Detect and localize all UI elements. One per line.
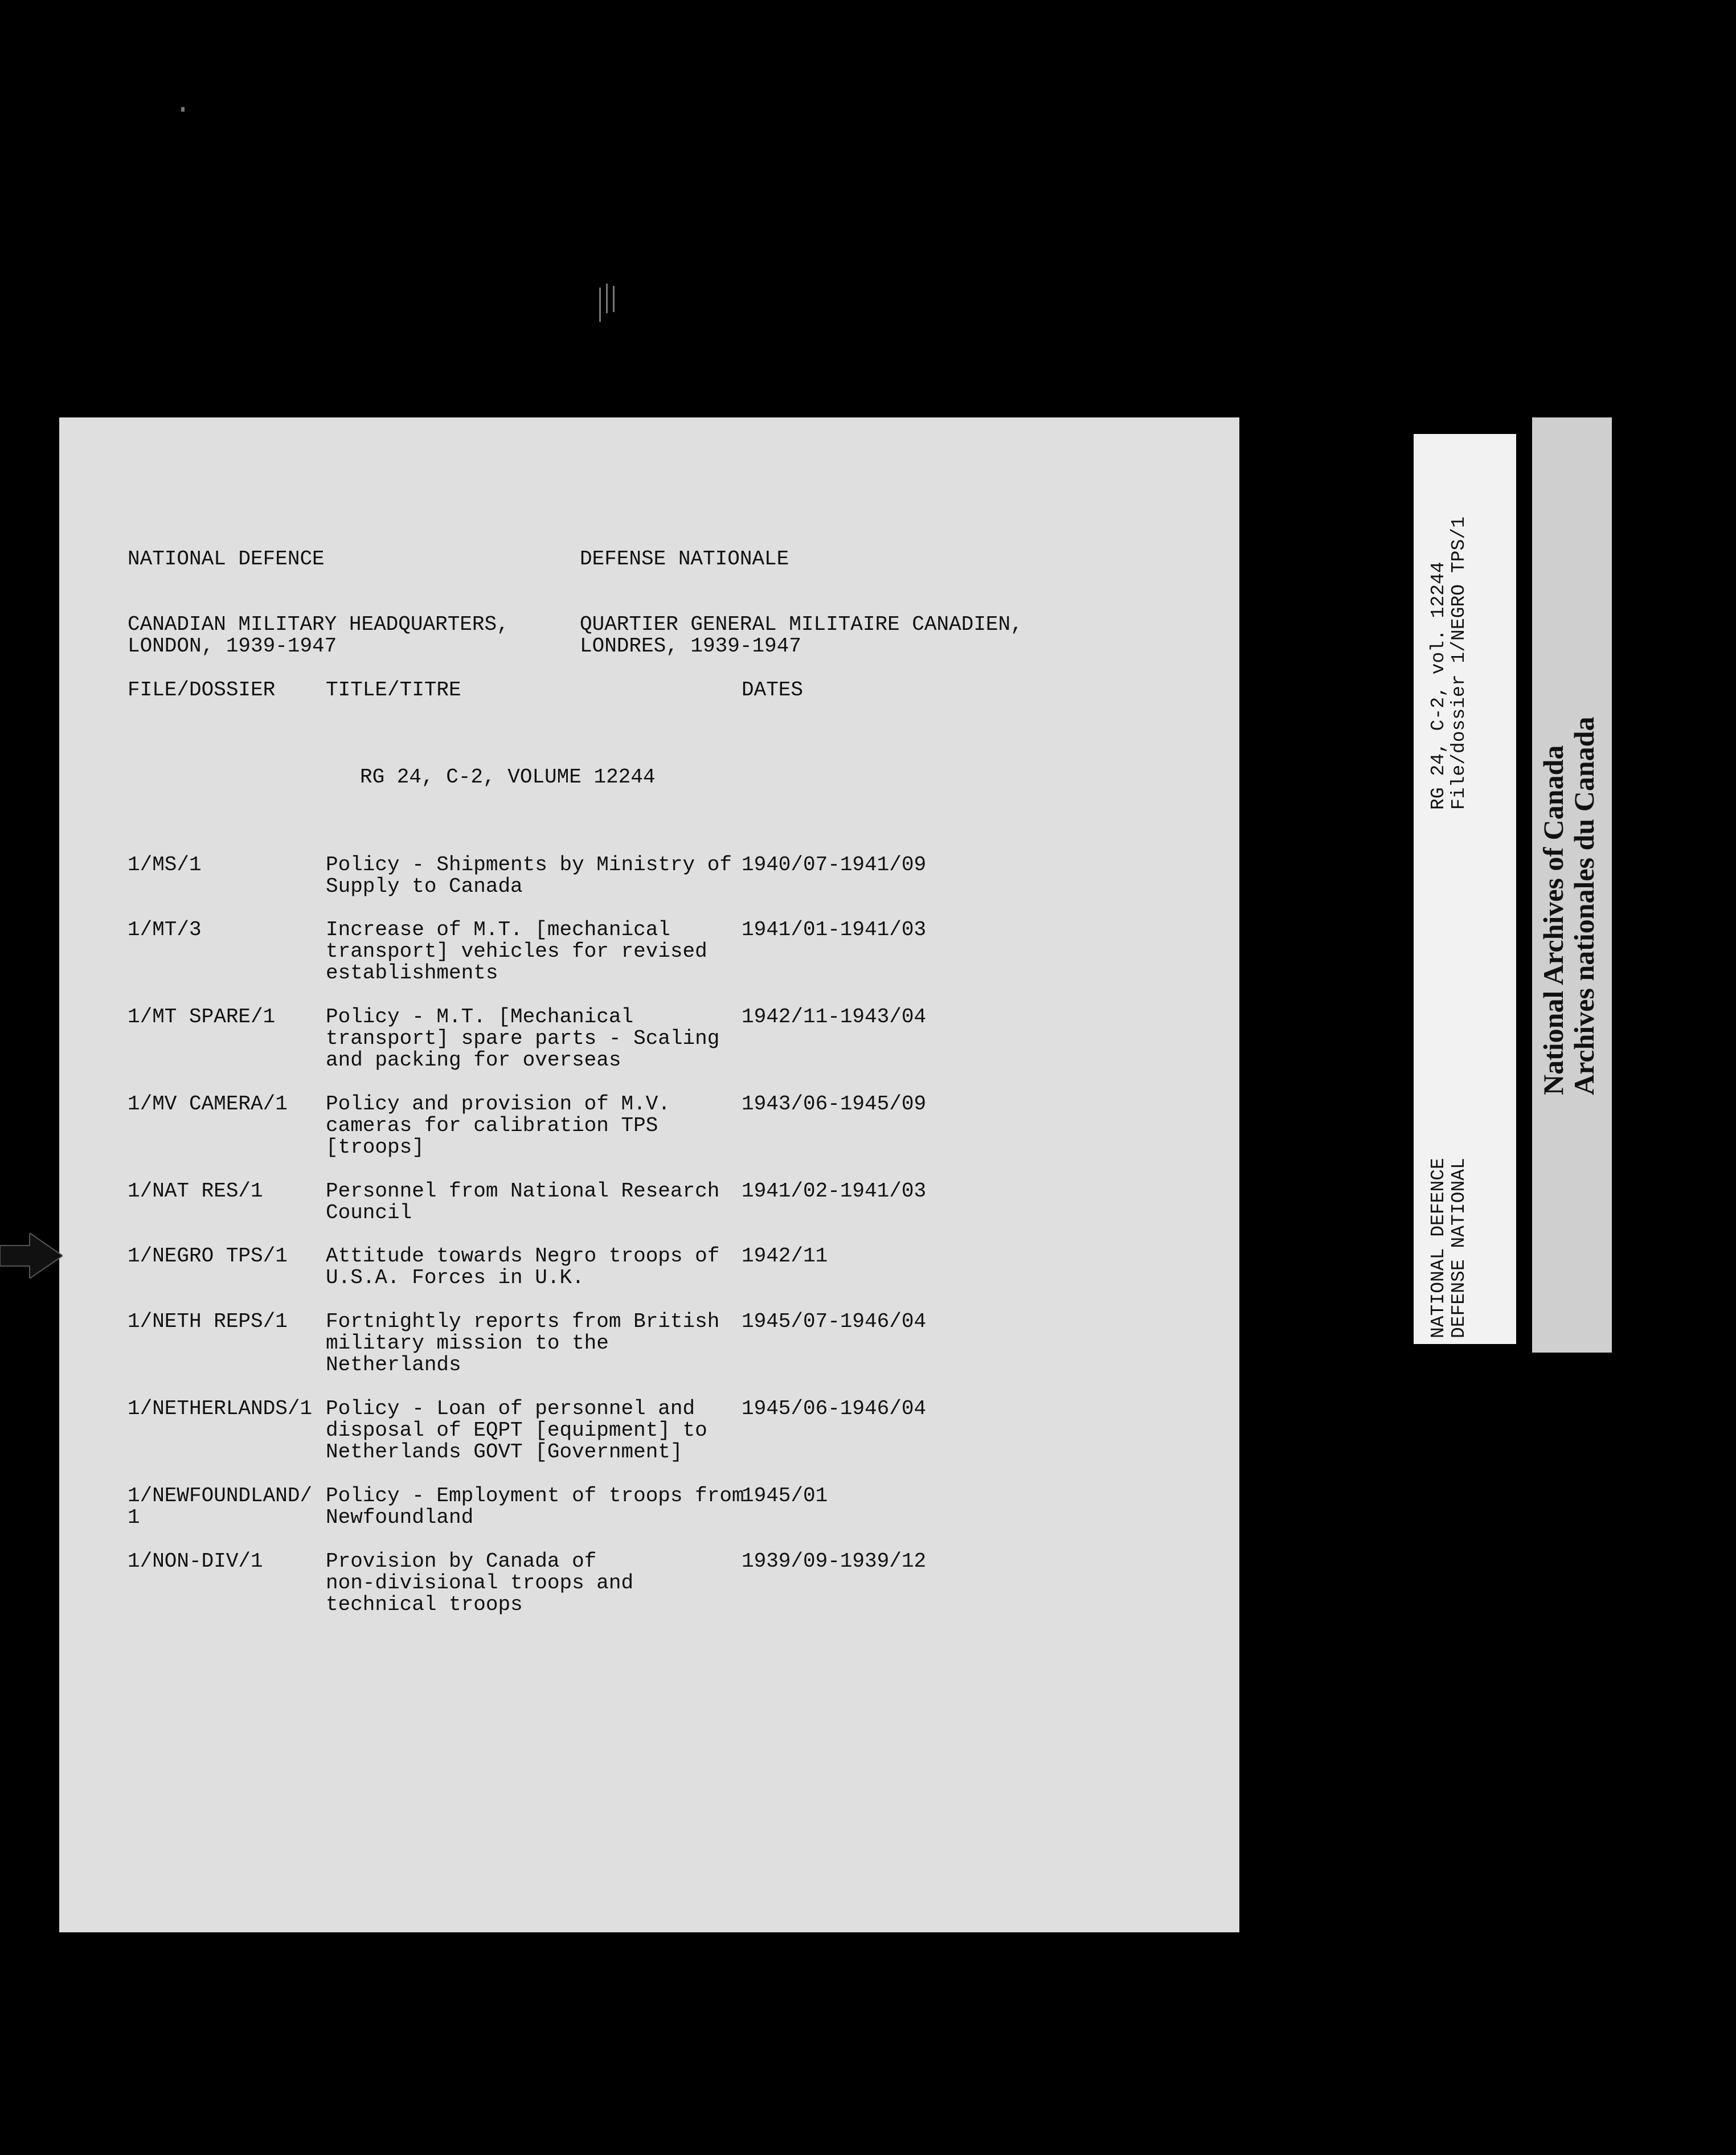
org-name-en: NATIONAL DEFENCE: [128, 547, 325, 571]
pointer-arrow-icon: [0, 1233, 63, 1279]
file-number: 1/NEGRO TPS/1: [128, 1244, 288, 1268]
column-header-title: TITLE/TITRE: [326, 678, 461, 702]
archives-name-fr: Archives nationales du Canada: [1568, 716, 1600, 1095]
file-dates: 1945/01: [742, 1484, 828, 1507]
hq-name-en-line2: LONDON, 1939-1947: [128, 634, 337, 658]
file-dates: 1941/02-1941/03: [742, 1179, 927, 1203]
file-title: Policy - Employment of troops from Newfoundland: [326, 1484, 744, 1529]
file-dates: 1945/06-1946/04: [742, 1397, 927, 1420]
reference-line-1: RG 24, C-2, vol. 12244: [1428, 562, 1449, 810]
column-header-dates: DATES: [742, 678, 804, 702]
file-dates: 1941/01-1941/03: [742, 918, 927, 941]
hq-name-fr-line2: LONDRES, 1939-1947: [580, 634, 801, 658]
file-number: 1/MV CAMERA/1: [128, 1092, 288, 1116]
file-number: 1/MT SPARE/1: [128, 1005, 276, 1029]
file-number: 1/NON-DIV/1: [128, 1550, 263, 1573]
document-sheet: [59, 417, 1239, 1932]
file-title: Policy - Shipments by Ministry of Supply to Canada: [326, 853, 732, 898]
department-line-1: NATIONAL DEFENCE: [1428, 1158, 1449, 1338]
file-dates: 1943/06-1945/09: [742, 1092, 927, 1116]
file-number: 1/NETH REPS/1: [128, 1310, 288, 1333]
reference-line-2: File/dossier 1/NEGRO TPS/1: [1448, 517, 1469, 810]
file-number: 1/NEWFOUNDLAND/ 1: [128, 1484, 313, 1529]
department-line-2: DEFENSE NATIONAL: [1448, 1158, 1469, 1338]
volume-heading: RG 24, C-2, VOLUME 12244: [360, 765, 656, 789]
file-title: Policy - M.T. [Mechanical transport] spare parts - Scaling and packing for overseas: [326, 1005, 720, 1072]
file-dates: 1945/07-1946/04: [742, 1310, 927, 1333]
scan-speck: [599, 288, 601, 322]
file-title: Policy - Loan of personnel and disposal of EQPT [equipment] to Netherlands GOVT [Government]: [326, 1397, 707, 1464]
file-number: 1/NETHERLANDS/1: [128, 1397, 313, 1420]
file-title: Fortnightly reports from British military mission to the Netherlands: [326, 1310, 720, 1376]
hq-name-fr-line1: QUARTIER GENERAL MILITAIRE CANADIEN,: [580, 613, 1023, 636]
archives-stamp: [1532, 417, 1612, 1353]
scan-speck: [181, 107, 185, 112]
scan-speck: [613, 286, 615, 312]
scan-speck: [606, 284, 608, 313]
file-dates: 1942/11-1943/04: [742, 1005, 927, 1029]
file-title: Personnel from National Research Council: [326, 1179, 720, 1224]
file-title: Policy and provision of M.V. cameras for calibration TPS [troops]: [326, 1092, 670, 1159]
file-title: Attitude towards Negro troops of U.S.A. Forces in U.K.: [326, 1244, 720, 1289]
archives-name-en: National Archives of Canada: [1537, 745, 1569, 1095]
column-header-file: FILE/DOSSIER: [128, 678, 276, 702]
file-number: 1/NAT RES/1: [128, 1179, 263, 1203]
file-reference-label: [1414, 434, 1516, 1344]
hq-name-en-line1: CANADIAN MILITARY HEADQUARTERS,: [128, 613, 509, 636]
file-dates: 1940/07-1941/09: [742, 853, 927, 876]
file-number: 1/MS/1: [128, 853, 202, 876]
file-number: 1/MT/3: [128, 918, 202, 941]
file-title: Provision by Canada of non-divisional troops and technical troops: [326, 1550, 634, 1616]
file-dates: 1942/11: [742, 1244, 828, 1268]
org-name-fr: DEFENSE NATIONALE: [580, 547, 789, 571]
file-dates: 1939/09-1939/12: [742, 1550, 927, 1573]
file-title: Increase of M.T. [mechanical transport] vehicles for revised establishments: [326, 918, 707, 985]
